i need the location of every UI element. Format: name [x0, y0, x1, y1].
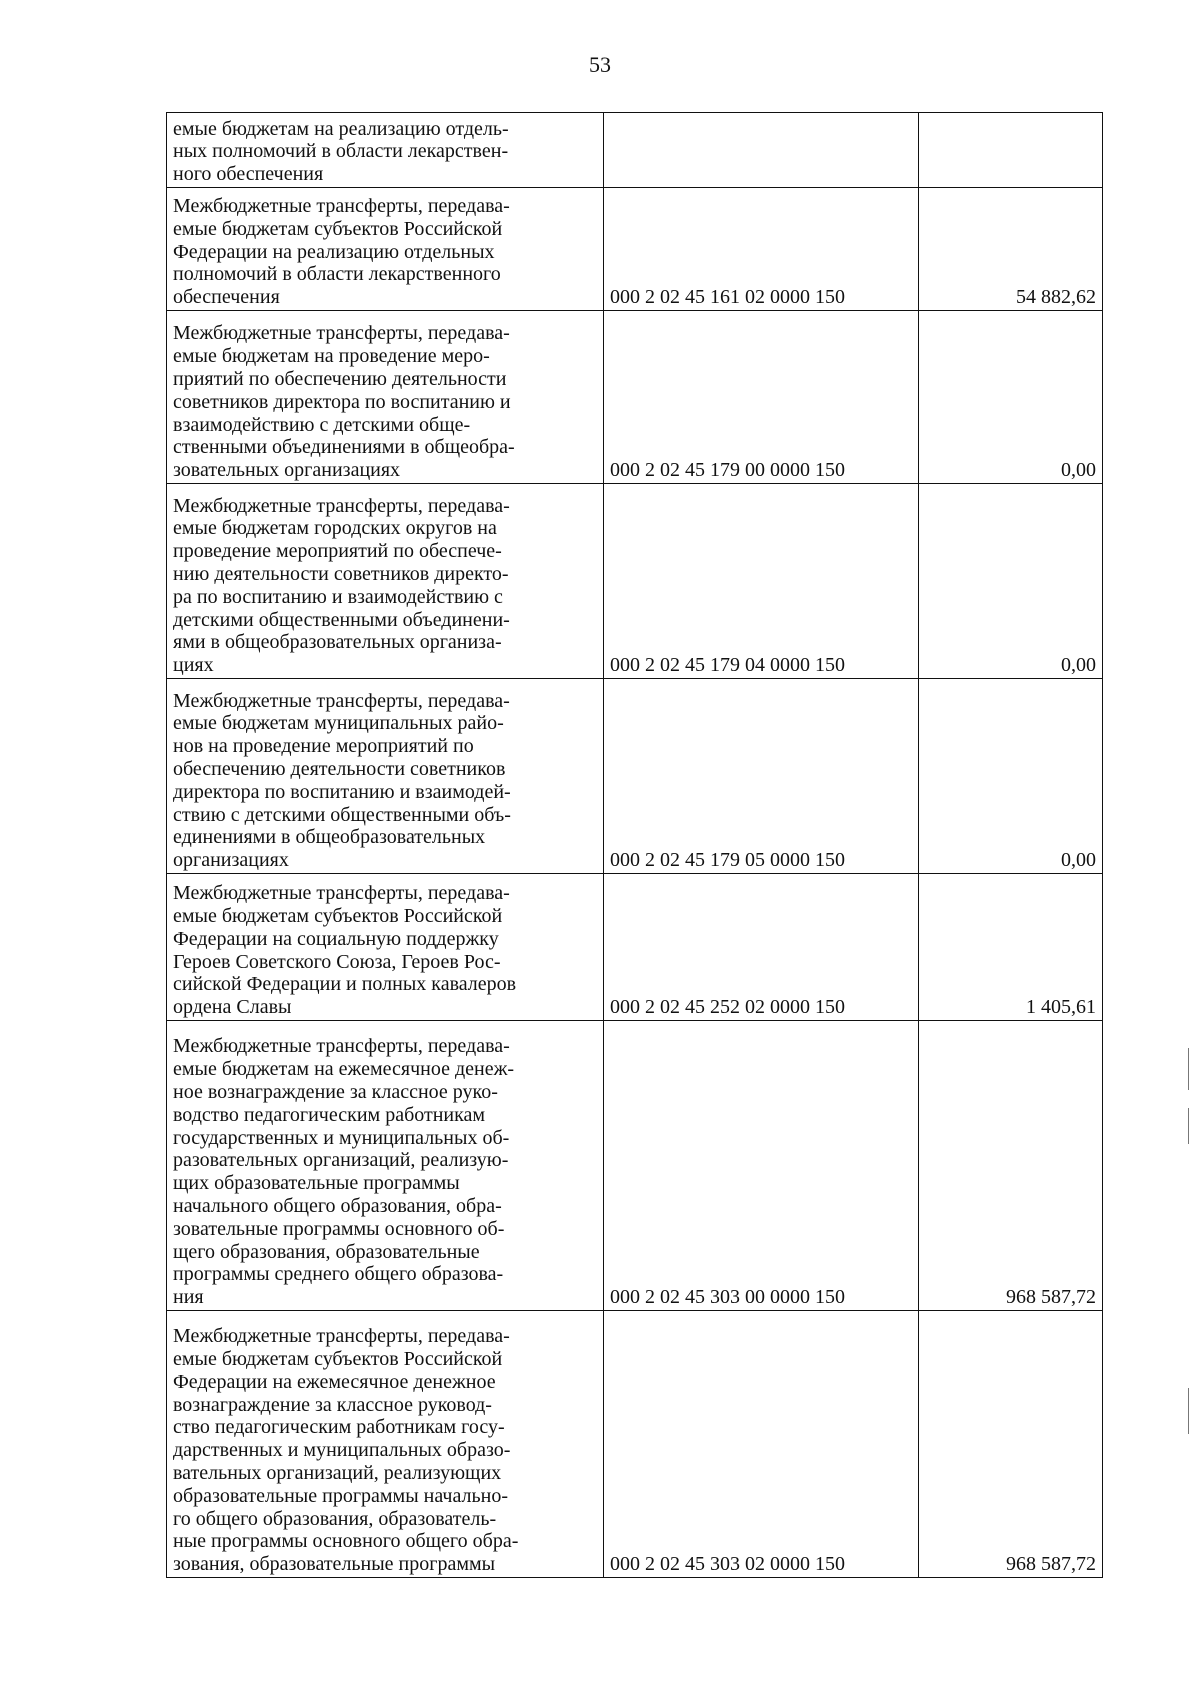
budget-table: [166, 112, 1103, 1578]
table-row: [167, 113, 1103, 188]
row-amount: 54 882,62: [919, 188, 1103, 311]
row-amount: 0,00: [919, 311, 1103, 484]
table-row: [167, 679, 1103, 874]
table-row: [167, 1311, 1103, 1578]
row-description-cell: [167, 1311, 604, 1578]
row-description: Межбюджетные трансферты, передава- емые бюджетам на проведение меро- приятий по обеспечению деятельности советников директора по воспитанию и взаимодействию с детскими обще- ственными объединениями в общеобра- зовательных организациях: [173, 322, 515, 482]
row-amount: 1 405,61: [919, 874, 1103, 1021]
scan-artifact-line: [1188, 1108, 1189, 1144]
row-code: 000 2 02 45 303 00 0000 150: [604, 1021, 919, 1311]
row-description-cell: [167, 1021, 604, 1311]
row-description-cell: [167, 679, 604, 874]
budget-table-body: [167, 113, 1103, 1578]
row-description: Межбюджетные трансферты, передава- емые бюджетам муниципальных райо- нов на проведение мероприятий по обеспечению деятельности советников директора по воспитанию и взаимодей- ствию с детскими общественными объ- единениями в общеобразовательных организациях: [173, 689, 511, 872]
row-amount: 0,00: [919, 484, 1103, 679]
row-code: 000 2 02 45 179 05 0000 150: [604, 679, 919, 874]
row-amount: 968 587,72: [919, 1311, 1103, 1578]
table-row: [167, 484, 1103, 679]
row-amount: [919, 113, 1103, 188]
scan-artifact-line: [1188, 1048, 1189, 1090]
row-description: Межбюджетные трансферты, передава- емые бюджетам субъектов Российской Федерации на социальную поддержку Героев Советского Союза, Героев Рос- сийской Федерации и полных кавалеров ордена Славы: [173, 882, 517, 1019]
row-description-cell: [167, 188, 604, 311]
row-description-cell: [167, 874, 604, 1021]
row-code: 000 2 02 45 303 02 0000 150: [604, 1311, 919, 1578]
table-row: [167, 874, 1103, 1021]
table-row: [167, 311, 1103, 484]
row-description: Межбюджетные трансферты, передава- емые бюджетам городских округов на проведение мероприятий по обеспече- нию деятельности советников директо- ра по воспитанию и взаимодействию с детскими общественными объединени- ями в общеобразовательных организа- циях: [173, 494, 510, 677]
row-description-cell: [167, 113, 604, 188]
row-description-cell: [167, 484, 604, 679]
table-row: [167, 188, 1103, 311]
row-code: 000 2 02 45 161 02 0000 150: [604, 188, 919, 311]
row-description-cell: [167, 311, 604, 484]
row-description: емые бюджетам на реализацию отдель- ных полномочий в области лекарствен- ного обеспечения: [173, 117, 509, 186]
row-code: 000 2 02 45 252 02 0000 150: [604, 874, 919, 1021]
row-amount: 0,00: [919, 679, 1103, 874]
page-number: 53: [589, 52, 611, 77]
row-description: Межбюджетные трансферты, передава- емые бюджетам субъектов Российской Федерации на реализацию отдельных полномочий в области лекарственного обеспечения: [173, 195, 510, 309]
scan-artifact-line: [1188, 1388, 1189, 1434]
row-code: 000 2 02 45 179 00 0000 150: [604, 311, 919, 484]
row-code: [604, 113, 919, 188]
row-code: 000 2 02 45 179 04 0000 150: [604, 484, 919, 679]
row-description: Межбюджетные трансферты, передава- емые бюджетам субъектов Российской Федерации на ежемесячное денежное вознаграждение за классное руковод- ство педагогическим работникам госу- дарственных и муниципальных образо- вательных организаций, реализующих образовательные программы начально- го общего образования, образователь- ные программы основного общего обра- зования, образовательные программы: [173, 1325, 519, 1576]
row-amount: 968 587,72: [919, 1021, 1103, 1311]
row-description: Межбюджетные трансферты, передава- емые бюджетам на ежемесячное денеж- ное вознаграждение за классное руко- водство педагогическим работникам государственных и муниципальных об- разовательных организаций, реализую- щих образовательные программы начального общего образования, обра- зовательные программы основного об- щего образования, образовательные программы среднего общего образова- ния: [173, 1035, 515, 1309]
table-row: [167, 1021, 1103, 1311]
